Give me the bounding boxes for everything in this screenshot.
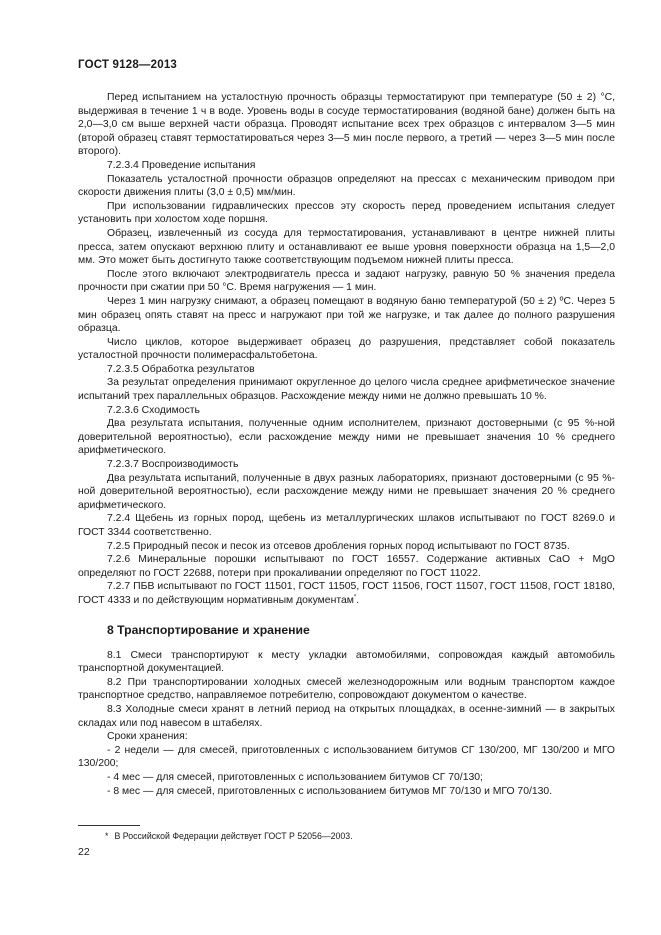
paragraph: После этого включают электродвигатель пресса и задают нагрузку, равную 50 % значения предела прочности при сжатии при 50 °С. Время нагружения — 1 мин. [78, 268, 615, 294]
footnote [105, 831, 353, 842]
paragraph: Через 1 мин нагрузку снимают, а образец помещают в водяную баню температурой (50 ± 2) ºС. Через 5 мин образец опять ставят на пресс и нагружают при той же нагрузке, и так далее до полного разрушения образца. [78, 295, 615, 335]
list-item: - 4 мес — для смесей, приготовленных с использованием битумов СГ 70/130; [107, 771, 483, 783]
paragraph: 7.2.5 Природный песок и песок из отсевов дробления горных пород испытывают по ГОСТ 8735. [107, 540, 570, 552]
paragraph-727-text: 7.2.7 ПБВ испытывают по ГОСТ 11501, ГОСТ 11505, ГОСТ 11506, ГОСТ 11507, ГОСТ 11508, ГОСТ 18180, ГОСТ 4333 и по действующим нормативным документам [78, 581, 615, 606]
paragraph-727: 7.2.7 ПБВ испытывают по ГОСТ 11501, ГОСТ 11505, ГОСТ 11506, ГОСТ 11507, ГОСТ 11508, ГОСТ 18180, ГОСТ 4333 и по действующим нормативным документам*. [78, 581, 615, 606]
list-item: - 8 мес — для смесей, приготовленных с использованием битумов МГ 70/130 и МГО 70/130. [107, 785, 553, 797]
subsection-heading: 7.2.3.7 Воспроизводимость [107, 459, 239, 471]
paragraph: 8.3 Холодные смеси хранят в летний период на открытых площадках, в осенне-зимний — в закрытых складах или под навесом в штабелях. [78, 703, 615, 729]
page-header: ГОСТ 9128—2013 [78, 59, 178, 71]
footnote-reference: * [353, 594, 357, 601]
paragraph: 8.1 Смеси транспортируют к месту укладки автомобилями, сопровождая каждый автомобиль транспортной документацией. [78, 649, 615, 675]
paragraph: Перед испытанием на усталостную прочность образцы термостатируют при температуре (50 ± 2) °С, выдерживая в течение 1 ч в воде. Уровень воды в сосуде термостатирования (водяной бане) должен быть на 2,0—3,0 см выше верхней части образца. Проводят испытание всех трех образцов с интервалом 3—5 мин (второй образец ставят термостатироваться через 3—5 мин после первого, а третий — через 3—5 мин после второго). [78, 92, 615, 158]
paragraph: Образец, извлеченный из сосуда для термостатирования, устанавливают в центре нижней плиты пресса, затем опускают верхнюю плиту и останавливают ее выше уровня поверхности образца на 1,5—2,0 мм. Это может быть достигнуто также соответствующим подъемом нижней плиты пресса. [78, 227, 615, 267]
subsection-heading: 7.2.3.4 Проведение испытания [107, 159, 256, 171]
paragraph: Два результата испытания, полученные одним исполнителем, признают достоверными (с 95 %-ной доверительной вероятностью), если расхождение между ними не превышает значения 10 % среднего арифметического. [78, 418, 615, 457]
list-item: - 2 недели — для смесей, приготовленных с использованием битумов СГ 130/200, МГ 130/200 и МГО 130/200; [78, 744, 615, 770]
paragraph: Показатель усталостной прочности образцов определяют на прессах с механическим приводом при скорости движения плиты (3,0 ± 0,5) мм/мин. [78, 173, 615, 199]
paragraph: Сроки хранения: [107, 731, 188, 743]
page-number: 22 [78, 846, 90, 858]
subsection-heading: 7.2.3.6 Сходимость [107, 404, 200, 416]
footnote-marker: * [105, 831, 109, 841]
paragraph: Число циклов, которое выдерживает образец до разрушения, представляет собой показатель усталостной прочности полимерасфальтобетона. [78, 336, 615, 362]
paragraph: 8.2 При транспортировании холодных смесей железнодорожным или водным транспортом каждое транспортное средство, направляемое потребителю, сопровождают документом о качестве. [78, 676, 615, 702]
footnote-divider [78, 825, 140, 826]
section-title: 8 Транспортирование и хранение [107, 622, 310, 637]
paragraph: Два результата испытаний, полученные в двух разных лабораториях, признают достоверными (с 95 %-ной доверительной вероятностью), если расхождение между ними не превышает значения 20 % среднего арифметического. [78, 472, 615, 511]
paragraph: При использовании гидравлических прессов эту скорость перед проведением испытания следует установить при холостом ходе поршня. [78, 200, 615, 226]
paragraph: 7.2.4 Щебень из горных пород, щебень из металлургических шлаков испытывают по ГОСТ 8269.0 и ГОСТ 3344 соответственно. [78, 513, 615, 538]
document-body [78, 91, 615, 798]
subsection-heading: 7.2.3.5 Обработка результатов [107, 363, 255, 375]
paragraph: 7.2.6 Минеральные порошки испытывают по ГОСТ 16557. Содержание активных CaO + MgO определяют по ГОСТ 22688, потери при прокаливании определяют по ГОСТ 11022. [78, 554, 615, 579]
footnote-text: В Российской Федерации действует ГОСТ Р 52056—2003. [114, 831, 353, 841]
paragraph: За результат определения принимают округленное до целого числа среднее арифметическое значение испытаний трех параллельных образцов. Расхождение между ними не должно превышать 10 %. [78, 377, 615, 403]
